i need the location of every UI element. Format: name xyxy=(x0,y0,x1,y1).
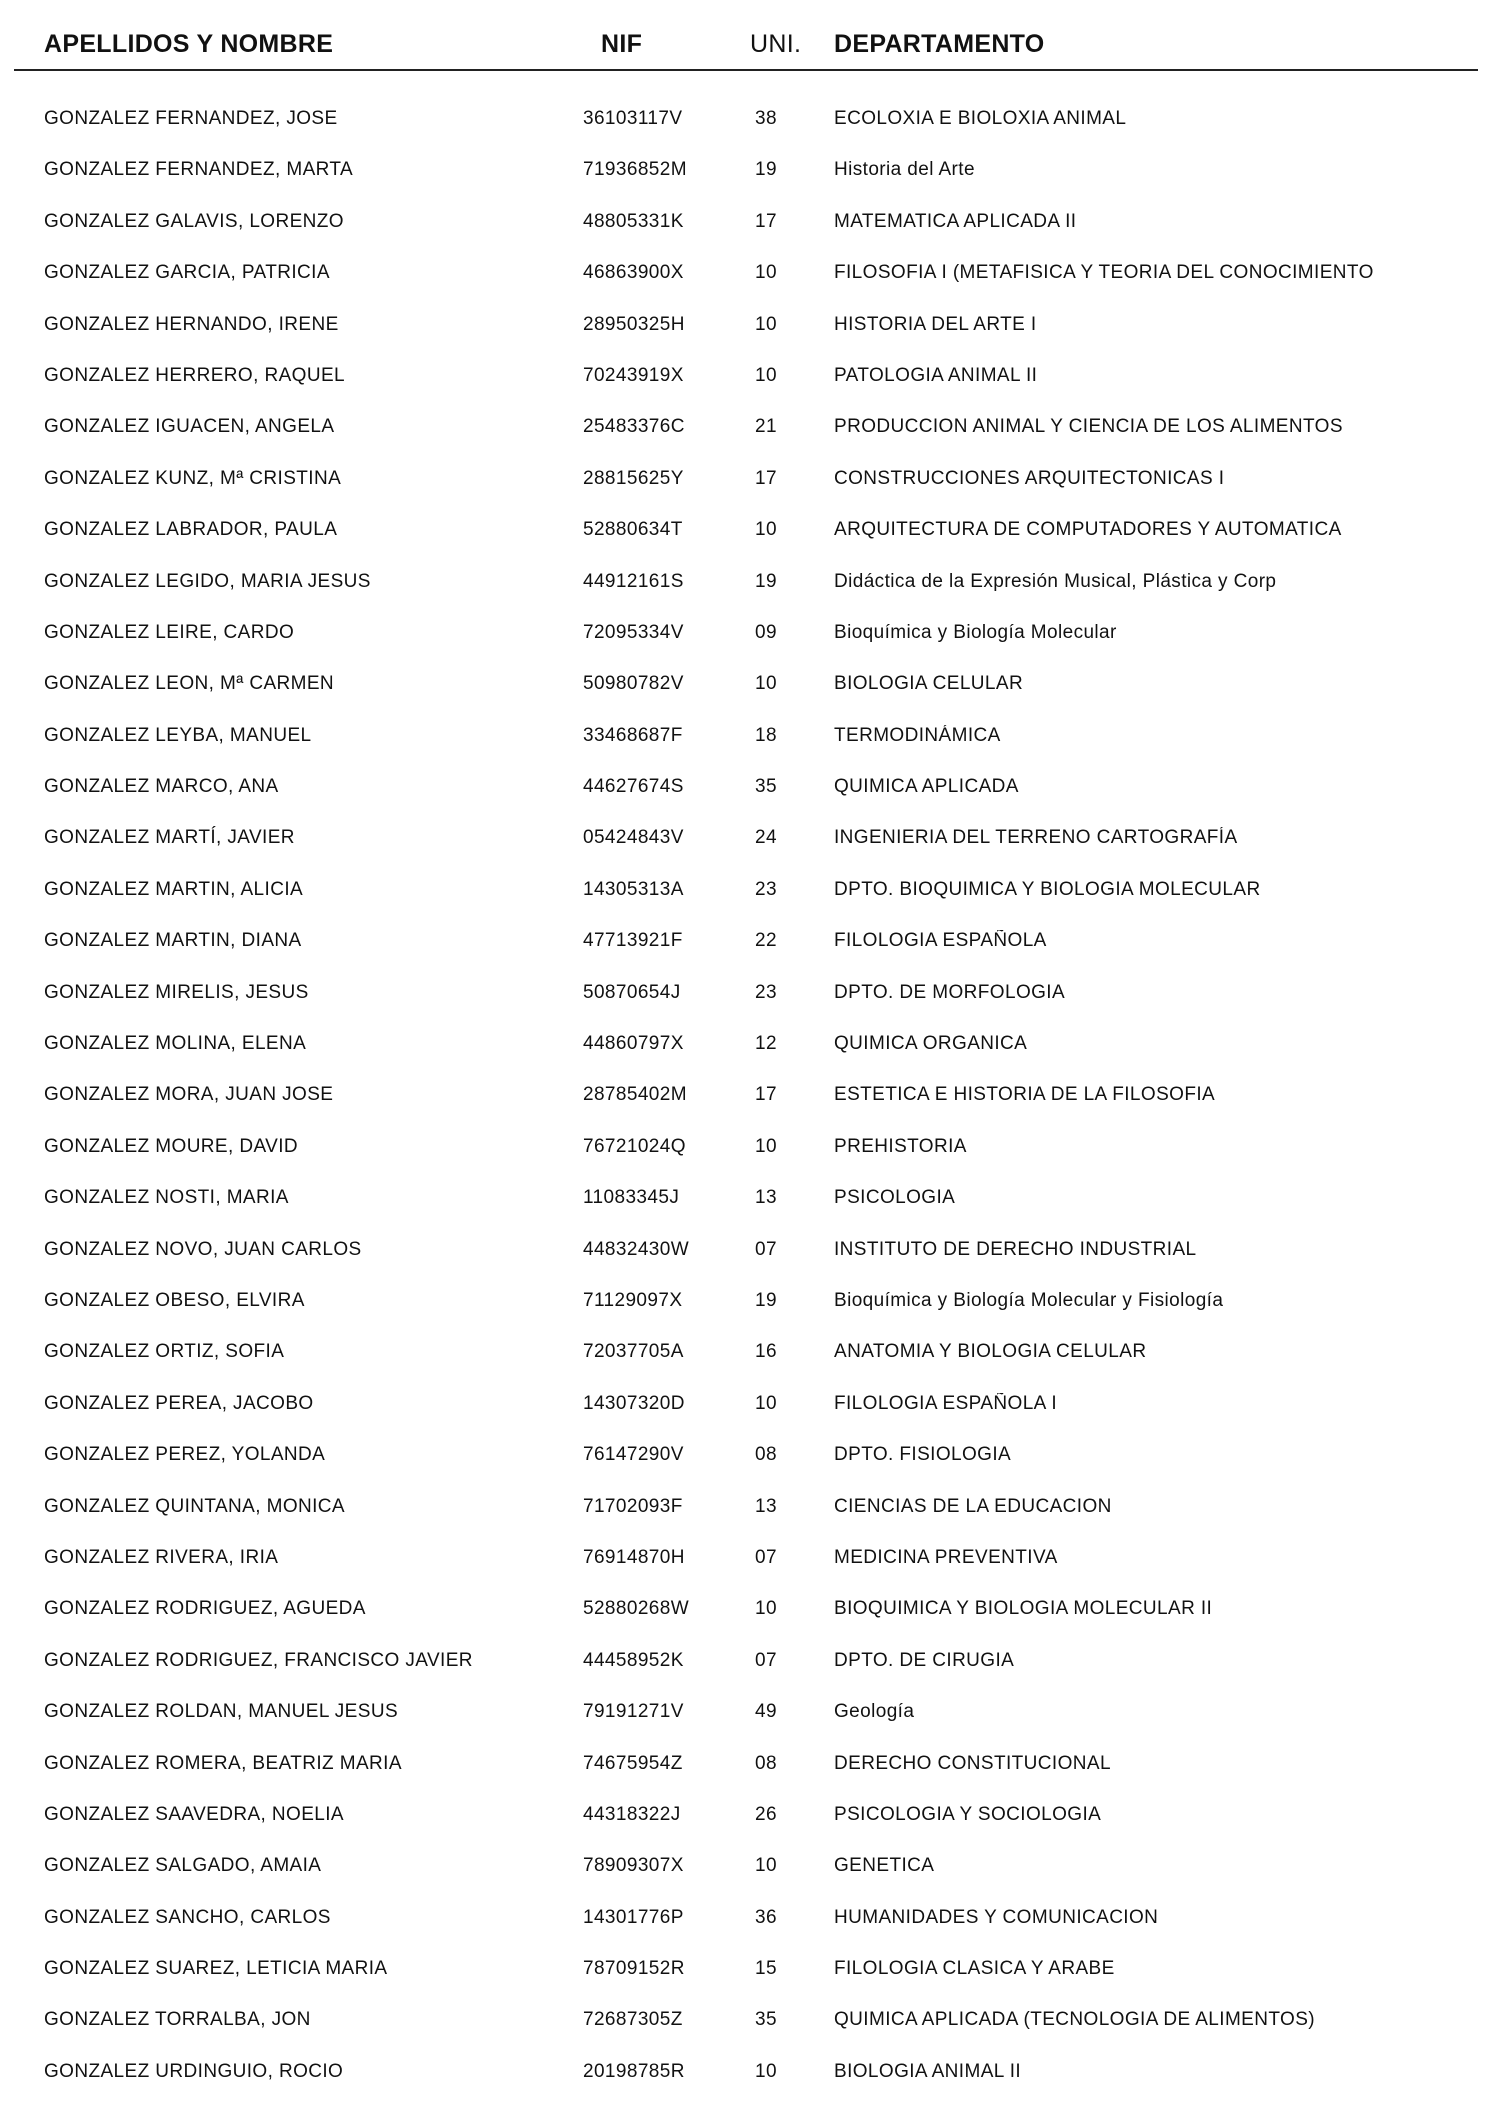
row-department: FILOLOGIA ESPAÑOLA I xyxy=(834,1392,1058,1414)
row-name: GONZALEZ NOSTI, MARIA xyxy=(44,1187,289,1209)
row-name: GONZALEZ MARTÍ, JAVIER xyxy=(44,827,295,849)
header-divider xyxy=(14,69,1478,71)
row-name: GONZALEZ SALGADO, AMAIA xyxy=(44,1855,322,1877)
table-row xyxy=(0,614,1500,665)
table-row xyxy=(0,1950,1500,2001)
row-uni: 16 xyxy=(755,1341,777,1363)
row-name: GONZALEZ GARCIA, PATRICIA xyxy=(44,262,330,284)
row-name: GONZALEZ HERRERO, RAQUEL xyxy=(44,364,345,386)
row-nif: 28950325H xyxy=(583,313,685,335)
row-nif: 72095334V xyxy=(583,621,684,643)
table-row xyxy=(0,563,1500,614)
table-row xyxy=(0,1642,1500,1693)
row-uni: 18 xyxy=(755,724,777,746)
row-department: INSTITUTO DE DERECHO INDUSTRIAL xyxy=(834,1238,1197,1260)
header-nif: NIF xyxy=(601,30,643,58)
row-name: GONZALEZ ORTIZ, SOFIA xyxy=(44,1341,285,1363)
row-uni: 10 xyxy=(755,1135,777,1157)
header-department: DEPARTAMENTO xyxy=(834,30,1045,58)
row-uni: 07 xyxy=(755,1649,777,1671)
row-uni: 15 xyxy=(755,1958,777,1980)
row-uni: 17 xyxy=(755,210,777,232)
row-department: ANATOMIA Y BIOLOGIA CELULAR xyxy=(834,1341,1147,1363)
row-department: QUIMICA ORGANICA xyxy=(834,1033,1028,1055)
header-uni: UNI. xyxy=(750,30,802,58)
row-name: GONZALEZ HERNANDO, IRENE xyxy=(44,313,339,335)
table-row xyxy=(0,1076,1500,1127)
row-uni: 10 xyxy=(755,313,777,335)
table-row xyxy=(0,1796,1500,1847)
table-row xyxy=(0,717,1500,768)
row-uni: 19 xyxy=(755,570,777,592)
row-nif: 71936852M xyxy=(583,159,687,181)
row-nif: 44832430W xyxy=(583,1238,690,1260)
row-nif: 20198785R xyxy=(583,2060,685,2082)
row-name: GONZALEZ LEIRE, CARDO xyxy=(44,621,295,643)
row-nif: 76914870H xyxy=(583,1546,685,1568)
row-uni: 10 xyxy=(755,364,777,386)
row-department: INGENIERIA DEL TERRENO CARTOGRAFÍA xyxy=(834,827,1238,849)
row-name: GONZALEZ URDINGUIO, ROCIO xyxy=(44,2060,344,2082)
row-uni: 22 xyxy=(755,930,777,952)
table-row xyxy=(0,203,1500,254)
row-department: BIOQUIMICA Y BIOLOGIA MOLECULAR II xyxy=(834,1598,1213,1620)
row-nif: 71129097X xyxy=(583,1289,683,1311)
row-department: HISTORIA DEL ARTE I xyxy=(834,313,1037,335)
row-department: CIENCIAS DE LA EDUCACION xyxy=(834,1495,1112,1517)
row-uni: 24 xyxy=(755,827,777,849)
row-uni: 10 xyxy=(755,1855,777,1877)
row-nif: 14301776P xyxy=(583,1906,684,1928)
row-nif: 05424843V xyxy=(583,827,684,849)
row-nif: 36103117V xyxy=(583,108,683,129)
row-department: MEDICINA PREVENTIVA xyxy=(834,1546,1058,1568)
row-nif: 46863900X xyxy=(583,262,684,284)
row-nif: 11083345J xyxy=(583,1187,680,1209)
row-nif: 44627674S xyxy=(583,776,684,798)
table-row xyxy=(0,100,1500,151)
row-name: GONZALEZ RIVERA, IRIA xyxy=(44,1546,279,1568)
row-uni: 23 xyxy=(755,981,777,1003)
row-department: PSICOLOGIA Y SOCIOLOGIA xyxy=(834,1803,1102,1825)
row-uni: 08 xyxy=(755,1752,777,1774)
table-row xyxy=(0,460,1500,511)
table-row xyxy=(0,357,1500,408)
row-nif: 14307320D xyxy=(583,1392,685,1414)
table-header xyxy=(0,30,1500,70)
row-department: DERECHO CONSTITUCIONAL xyxy=(834,1752,1111,1774)
row-uni: 10 xyxy=(755,1392,777,1414)
row-name: GONZALEZ PEREA, JACOBO xyxy=(44,1392,314,1414)
row-department: PSICOLOGIA xyxy=(834,1187,956,1209)
row-department: Didáctica de la Expresión Musical, Plástica y Corp xyxy=(834,570,1277,592)
row-department: HUMANIDADES Y COMUNICACION xyxy=(834,1906,1159,1928)
row-uni: 21 xyxy=(755,416,777,438)
row-department: Bioquímica y Biología Molecular xyxy=(834,621,1117,643)
row-uni: 10 xyxy=(755,2060,777,2082)
row-nif: 78709152R xyxy=(583,1958,685,1980)
table-row xyxy=(0,974,1500,1025)
row-nif: 52880268W xyxy=(583,1598,690,1620)
row-name: GONZALEZ QUINTANA, MONICA xyxy=(44,1495,346,1517)
row-nif: 71702093F xyxy=(583,1495,683,1517)
row-nif: 44458952K xyxy=(583,1649,684,1671)
table-row xyxy=(0,1488,1500,1539)
row-name: GONZALEZ FERNANDEZ, JOSE xyxy=(44,108,338,129)
table-row xyxy=(0,922,1500,973)
table-row xyxy=(0,254,1500,305)
row-name: GONZALEZ OBESO, ELVIRA xyxy=(44,1289,305,1311)
row-uni: 10 xyxy=(755,673,777,695)
row-department: ECOLOXIA E BIOLOXIA ANIMAL xyxy=(834,108,1127,129)
row-nif: 70243919X xyxy=(583,364,684,386)
table-row xyxy=(0,1436,1500,1487)
table-row xyxy=(0,151,1500,202)
row-name: GONZALEZ FERNANDEZ, MARTA xyxy=(44,159,354,181)
row-department: MATEMATICA APLICADA II xyxy=(834,210,1077,232)
table-row xyxy=(0,871,1500,922)
row-name: GONZALEZ IGUACEN, ANGELA xyxy=(44,416,335,438)
row-uni: 17 xyxy=(755,1084,777,1106)
row-nif: 50980782V xyxy=(583,673,684,695)
row-department: GENETICA xyxy=(834,1855,935,1877)
row-uni: 26 xyxy=(755,1803,777,1825)
row-department: CONSTRUCCIONES ARQUITECTONICAS I xyxy=(834,467,1225,489)
row-uni: 19 xyxy=(755,159,777,181)
row-uni: 10 xyxy=(755,1598,777,1620)
row-nif: 33468687F xyxy=(583,724,683,746)
row-department: ESTETICA E HISTORIA DE LA FILOSOFIA xyxy=(834,1084,1216,1106)
table-row xyxy=(0,1745,1500,1796)
row-nif: 25483376C xyxy=(583,416,685,438)
row-name: GONZALEZ MARCO, ANA xyxy=(44,776,279,798)
row-name: GONZALEZ MARTIN, DIANA xyxy=(44,930,302,952)
row-nif: 76721024Q xyxy=(583,1135,686,1157)
row-name: GONZALEZ MOLINA, ELENA xyxy=(44,1033,307,1055)
row-nif: 44912161S xyxy=(583,570,684,592)
table-row xyxy=(0,1590,1500,1641)
row-name: GONZALEZ SANCHO, CARLOS xyxy=(44,1906,331,1928)
row-department: PRODUCCION ANIMAL Y CIENCIA DE LOS ALIMENTOS xyxy=(834,416,1343,438)
table-row xyxy=(0,1847,1500,1898)
row-nif: 48805331K xyxy=(583,210,684,232)
table-row xyxy=(0,511,1500,562)
row-name: GONZALEZ KUNZ, Mª CRISTINA xyxy=(44,467,342,489)
row-department: PREHISTORIA xyxy=(834,1135,967,1157)
row-nif: 72687305Z xyxy=(583,2009,683,2031)
row-name: GONZALEZ MARTIN, ALICIA xyxy=(44,878,304,900)
row-nif: 47713921F xyxy=(583,930,683,952)
header-name: APELLIDOS Y NOMBRE xyxy=(44,30,334,58)
row-name: GONZALEZ RODRIGUEZ, AGUEDA xyxy=(44,1598,366,1620)
row-name: GONZALEZ SUAREZ, LETICIA MARIA xyxy=(44,1958,388,1980)
table-row xyxy=(0,1282,1500,1333)
row-name: GONZALEZ MIRELIS, JESUS xyxy=(44,981,309,1003)
row-uni: 38 xyxy=(755,108,777,129)
row-uni: 09 xyxy=(755,621,777,643)
row-name: GONZALEZ RODRIGUEZ, FRANCISCO JAVIER xyxy=(44,1649,473,1671)
row-department: TERMODINÁMICA xyxy=(834,724,1001,746)
row-department: Historia del Arte xyxy=(834,159,975,181)
table-row xyxy=(0,1179,1500,1230)
row-uni: 19 xyxy=(755,1289,777,1311)
row-name: GONZALEZ NOVO, JUAN CARLOS xyxy=(44,1238,362,1260)
row-name: GONZALEZ LEON, Mª CARMEN xyxy=(44,673,335,695)
table-row xyxy=(0,1333,1500,1384)
row-nif: 14305313A xyxy=(583,878,684,900)
row-uni: 08 xyxy=(755,1444,777,1466)
row-uni: 17 xyxy=(755,467,777,489)
row-nif: 72037705A xyxy=(583,1341,684,1363)
row-uni: 10 xyxy=(755,262,777,284)
row-name: GONZALEZ SAAVEDRA, NOELIA xyxy=(44,1803,345,1825)
row-uni: 13 xyxy=(755,1187,777,1209)
row-department: DPTO. DE MORFOLOGIA xyxy=(834,981,1066,1003)
row-name: GONZALEZ MOURE, DAVID xyxy=(44,1135,299,1157)
row-uni: 35 xyxy=(755,2009,777,2031)
row-nif: 44860797X xyxy=(583,1033,684,1055)
row-name: GONZALEZ PEREZ, YOLANDA xyxy=(44,1444,326,1466)
row-uni: 10 xyxy=(755,519,777,541)
row-name: GONZALEZ GALAVIS, LORENZO xyxy=(44,210,344,232)
row-nif: 76147290V xyxy=(583,1444,684,1466)
row-uni: 23 xyxy=(755,878,777,900)
row-department: DPTO. BIOQUIMICA Y BIOLOGIA MOLECULAR xyxy=(834,878,1261,900)
row-nif: 74675954Z xyxy=(583,1752,683,1774)
table-row xyxy=(0,2001,1500,2052)
row-department: FILOSOFIA I (METAFISICA Y TEORIA DEL CONOCIMIENTO xyxy=(834,262,1374,284)
row-department: FILOLOGIA CLASICA Y ARABE xyxy=(834,1958,1115,1980)
row-department: DPTO. DE CIRUGIA xyxy=(834,1649,1015,1671)
row-name: GONZALEZ LEGIDO, MARIA JESUS xyxy=(44,570,371,592)
table-row xyxy=(0,306,1500,357)
row-name: GONZALEZ LEYBA, MANUEL xyxy=(44,724,312,746)
row-uni: 12 xyxy=(755,1033,777,1055)
table-row xyxy=(0,1128,1500,1179)
table-row xyxy=(0,2053,1500,2104)
row-uni: 07 xyxy=(755,1238,777,1260)
row-department: BIOLOGIA ANIMAL II xyxy=(834,2060,1022,2082)
table-row xyxy=(0,1385,1500,1436)
row-uni: 13 xyxy=(755,1495,777,1517)
row-department: DPTO. FISIOLOGIA xyxy=(834,1444,1012,1466)
row-name: GONZALEZ ROLDAN, MANUEL JESUS xyxy=(44,1701,399,1723)
row-department: Geología xyxy=(834,1701,915,1723)
row-department: ARQUITECTURA DE COMPUTADORES Y AUTOMATICA xyxy=(834,519,1342,541)
row-uni: 35 xyxy=(755,776,777,798)
table-row xyxy=(0,768,1500,819)
row-uni: 49 xyxy=(755,1701,777,1723)
row-uni: 07 xyxy=(755,1546,777,1568)
row-department: FILOLOGIA ESPAÑOLA xyxy=(834,930,1047,952)
table-row xyxy=(0,408,1500,459)
row-name: GONZALEZ MORA, JUAN JOSE xyxy=(44,1084,334,1106)
table-row xyxy=(0,665,1500,716)
row-department: PATOLOGIA ANIMAL II xyxy=(834,364,1038,386)
row-name: GONZALEZ LABRADOR, PAULA xyxy=(44,519,338,541)
table-row xyxy=(0,1539,1500,1590)
table-row xyxy=(0,1231,1500,1282)
row-department: QUIMICA APLICADA (TECNOLOGIA DE ALIMENTOS) xyxy=(834,2009,1316,2031)
row-name: GONZALEZ ROMERA, BEATRIZ MARIA xyxy=(44,1752,402,1774)
table-row xyxy=(0,819,1500,870)
row-name: GONZALEZ TORRALBA, JON xyxy=(44,2009,311,2031)
row-department: BIOLOGIA CELULAR xyxy=(834,673,1024,695)
row-nif: 28815625Y xyxy=(583,467,684,489)
row-nif: 44318322J xyxy=(583,1803,681,1825)
row-nif: 50870654J xyxy=(583,981,681,1003)
table-row xyxy=(0,1025,1500,1076)
row-uni: 36 xyxy=(755,1906,777,1928)
row-nif: 78909307X xyxy=(583,1855,684,1877)
row-nif: 79191271V xyxy=(583,1701,684,1723)
row-department: Bioquímica y Biología Molecular y Fisiología xyxy=(834,1289,1224,1311)
row-nif: 28785402M xyxy=(583,1084,687,1106)
table-row xyxy=(0,1693,1500,1744)
row-nif: 52880634T xyxy=(583,519,683,541)
table-body xyxy=(0,100,1500,2104)
table-row xyxy=(0,1899,1500,1950)
row-department: QUIMICA APLICADA xyxy=(834,776,1019,798)
